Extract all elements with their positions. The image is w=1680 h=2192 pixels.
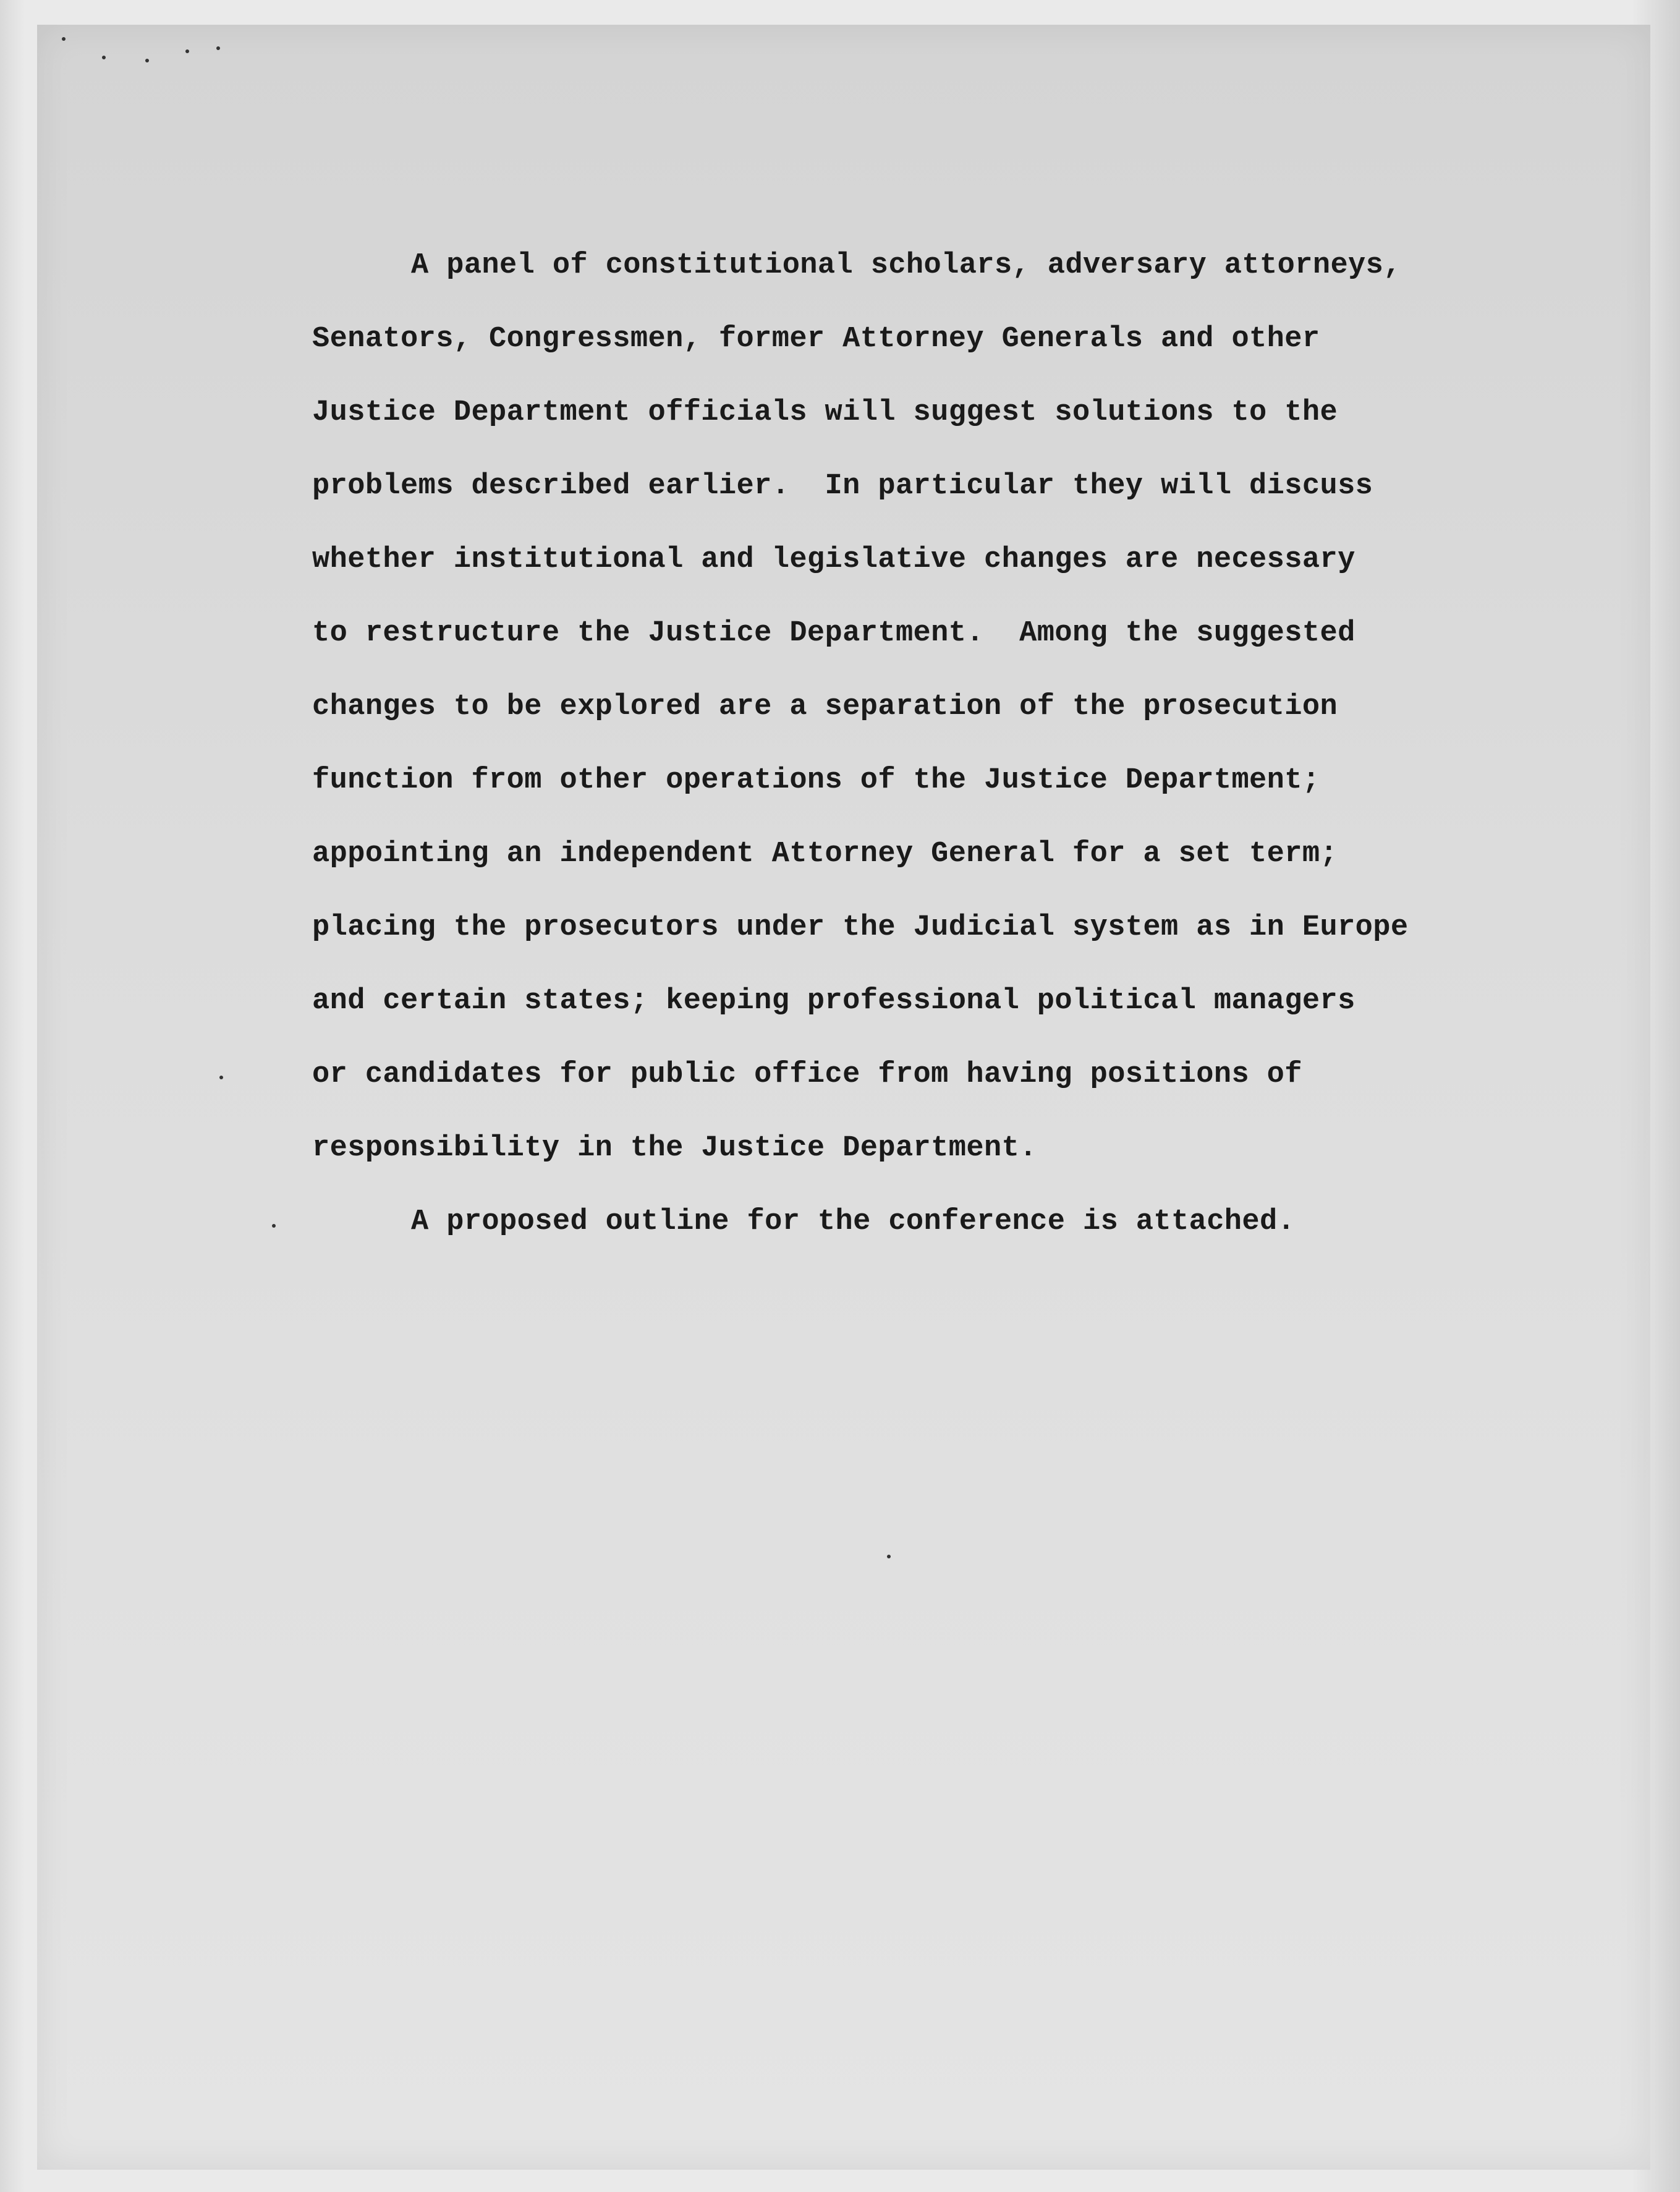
paper-speck — [185, 49, 189, 53]
paragraph-1-line: changes to be explored are a separation of the prosecution — [312, 690, 1338, 723]
paragraph-2: A proposed outline for the conference is attached. — [411, 1205, 1296, 1238]
paragraph-1-line: problems described earlier. In particular they will discuss — [312, 470, 1373, 503]
paragraph-1-line: appointing an independent Attorney General for a set term; — [312, 838, 1338, 870]
paragraph-1-line: function from other operations of the Justice Department; — [312, 764, 1320, 797]
paragraph-1-line: responsibility in the Justice Department. — [312, 1132, 1037, 1165]
paragraph-1-line: to restructure the Justice Department. Among the suggested — [312, 617, 1355, 650]
paragraph-1-line: or candidates for public office from having positions of — [312, 1058, 1302, 1091]
paper-speck — [272, 1224, 276, 1228]
paper-speck — [145, 59, 149, 62]
paper-speck — [887, 1555, 891, 1558]
paper-speck — [62, 37, 66, 41]
paper-speck — [102, 56, 106, 59]
paragraph-1-line: whether institutional and legislative changes are necessary — [312, 543, 1355, 576]
document-body — [312, 229, 1517, 1259]
paragraph-1-line: Senators, Congressmen, former Attorney Generals and other — [312, 323, 1320, 355]
paragraph-1-line: Justice Department officials will suggest solutions to the — [312, 396, 1338, 429]
paragraph-1-line: and certain states; keeping professional political managers — [312, 985, 1355, 1017]
paper-speck — [216, 46, 220, 50]
paragraph-1-line: A panel of constitutional scholars, adversary attorneys, — [411, 249, 1401, 282]
paragraph-1-line: placing the prosecutors under the Judicial system as in Europe — [312, 911, 1409, 944]
paper-speck — [219, 1076, 223, 1079]
